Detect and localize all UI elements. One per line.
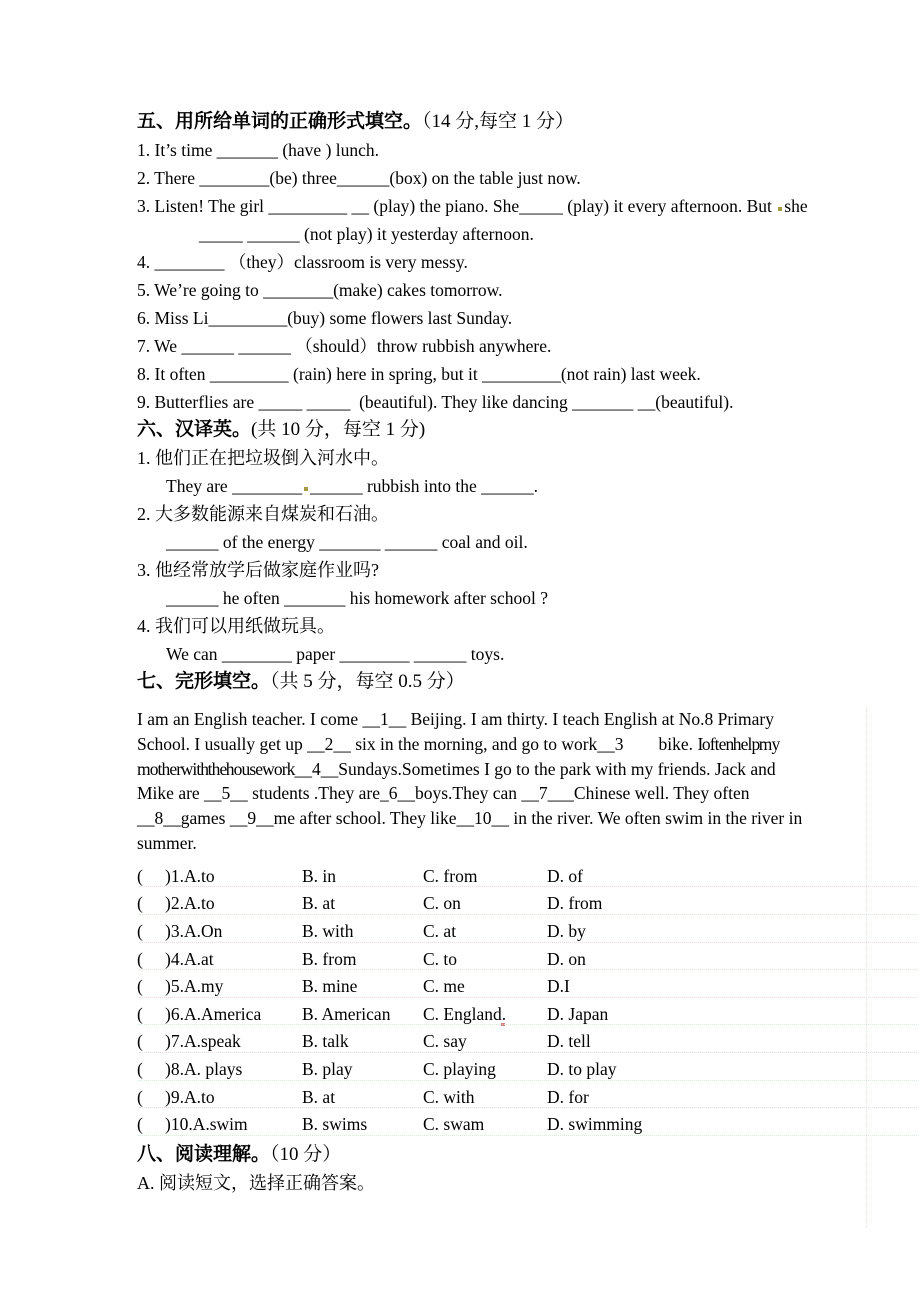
worksheet-page — [137, 108, 869, 1197]
section-7-title: 七、完形填空。 — [137, 671, 271, 692]
translation-chinese-line: 2. 大多数能源来自煤炭和石油。 — [137, 504, 389, 524]
option-row — [137, 918, 869, 946]
cloze-passage-line — [137, 806, 869, 831]
translation-chinese-line: 1. 他们正在把垃圾倒入河水中。 — [137, 448, 389, 468]
fill-blank-question-line — [137, 388, 869, 416]
fill-blank-question-line — [137, 276, 869, 304]
fill-blank-question-line — [137, 192, 869, 220]
option-d: D. of — [547, 865, 583, 886]
answer-paren: ( — [137, 948, 143, 969]
cloze-passage-line — [137, 732, 869, 757]
option-c: C. at — [423, 920, 457, 941]
stray-mark-dot — [304, 487, 308, 491]
translation-english-line — [137, 472, 869, 500]
text-segment: 5. We’re going to ________(make) cakes tomorrow. — [137, 280, 503, 300]
text-segment: I am an English teacher. I come __1__ Beijing. I am thirty. I teach English at No.8 Primary — [137, 709, 774, 729]
cloze-passage-line — [137, 707, 869, 732]
section-5-heading — [137, 108, 869, 136]
section-6-heading — [137, 416, 869, 444]
answer-paren: ( — [137, 920, 143, 941]
cloze-passage-line — [137, 831, 869, 856]
text-segment: 4. ________ （they）classroom is very messy. — [137, 252, 468, 272]
answer-paren: ( — [137, 1086, 143, 1107]
option-a: )3.A.On — [165, 920, 223, 941]
text-segment: _____ ______ (not play) it yesterday afternoon. — [199, 224, 534, 244]
section-8-title: 八、阅读理解。 — [137, 1143, 271, 1165]
text-segment: 3. Listen! The girl _________ __ (play) the piano. She_____ (play) it every afternoon. But — [137, 196, 777, 216]
option-d: D. to play — [547, 1058, 617, 1079]
option-a: )1.A.to — [165, 865, 215, 886]
text-segment: __4__Sundays.Sometimes I go to the park with my friends. Jack and — [294, 758, 776, 779]
section-7-heading — [137, 668, 869, 696]
option-b: B. in — [302, 865, 337, 886]
text-segment: 9. Butterflies are _____ _____ (beautiful). They like dancing _______ __(beautiful). — [137, 392, 734, 412]
text-segment: 8. It often _________ (rain) here in spring, but it _________(not rain) last week. — [137, 364, 701, 384]
option-b: B. American — [302, 1003, 391, 1024]
fill-blank-question-line — [137, 304, 869, 332]
option-a: )5.A.my — [165, 976, 224, 997]
text-segment: 2. There ________(be) three______(box) on the table just now. — [137, 168, 581, 188]
text-segment: 6. Miss Li_________(buy) some flowers last Sunday. — [137, 308, 513, 328]
option-row — [137, 1001, 869, 1029]
text-segment: __8__games __9__me after school. They like__10__ in the river. We often swim in the river in — [137, 808, 803, 829]
spellcheck-mark-dot — [501, 1023, 505, 1026]
section-5-score-note: （14 分,每空 1 分） — [422, 111, 575, 132]
section-7-score-note: （共 5 分，每空 0.5 分） — [270, 671, 465, 692]
option-a: )6.A.America — [165, 1003, 262, 1024]
text-segment: summer. — [137, 832, 197, 853]
fill-blank-question-line — [137, 332, 869, 360]
translation-chinese-line: 4. 我们可以用纸做玩具。 — [137, 616, 335, 636]
option-a: )9.A.to — [165, 1086, 215, 1107]
option-a: )8.A. plays — [165, 1058, 243, 1079]
answer-paren: ( — [137, 1031, 143, 1052]
answer-paren: ( — [137, 976, 143, 997]
text-segment: School. I usually get up __2__ six in the morning, and go to work__3 bike. — [137, 733, 698, 754]
text-segment: 1. It’s time _______ (have ) lunch. — [137, 140, 380, 160]
text-segment: ______ rubbish into the ______. — [310, 476, 539, 496]
fill-blank-question-line — [137, 220, 869, 248]
answer-paren: ( — [137, 1058, 143, 1079]
text-segment: mother with the housework — [137, 758, 295, 779]
option-a: )7.A.speak — [165, 1031, 241, 1052]
option-a: )2.A.to — [165, 893, 215, 914]
option-d: D. by — [547, 920, 586, 941]
option-c: C. say — [423, 1031, 467, 1052]
text-segment: Mike are __5__ students .They are_6__boys.They can __7___Chinese well. They often — [137, 783, 750, 804]
section-8-heading — [137, 1141, 869, 1169]
answer-paren: ( — [137, 865, 143, 886]
option-b: B. play — [302, 1058, 353, 1079]
option-c: C. from — [423, 865, 478, 886]
option-b: B. mine — [302, 976, 358, 997]
fill-blank-question-line — [137, 248, 869, 276]
option-c: C. to — [423, 948, 458, 969]
section-6-translation-items — [137, 444, 869, 668]
text-segment: 7. We ______ ______ （should）throw rubbish anywhere. — [137, 336, 552, 356]
translation-english-line — [137, 584, 869, 612]
option-c: C. playing — [423, 1058, 496, 1079]
cloze-passage-line — [137, 781, 869, 806]
option-b: B. swims — [302, 1114, 368, 1135]
cloze-passage — [137, 707, 869, 856]
table-grid-artifact-line — [866, 708, 867, 1228]
translation-english-line — [137, 528, 869, 556]
option-row — [137, 1056, 869, 1084]
option-row — [137, 863, 869, 891]
option-b: B. from — [302, 948, 357, 969]
stray-mark-dot — [778, 207, 782, 211]
option-d: D. from — [547, 893, 603, 914]
section-6-title: 六、汉译英。 — [137, 419, 252, 440]
section-5-title: 五、用所给单词的正确形式填空。 — [137, 111, 423, 132]
option-row — [137, 1028, 869, 1056]
cloze-option-rows — [137, 863, 869, 1139]
option-d: D. swimming — [547, 1114, 643, 1135]
option-a: )4.A.at — [165, 948, 214, 969]
option-b: B. talk — [302, 1031, 349, 1052]
answer-paren: ( — [137, 1114, 143, 1135]
fill-blank-question-line — [137, 136, 869, 164]
cloze-passage-line — [137, 757, 869, 782]
option-c: C. with — [423, 1086, 475, 1107]
option-row — [137, 890, 869, 918]
option-d: D. for — [547, 1086, 589, 1107]
fill-blank-question-line — [137, 360, 869, 388]
translation-english-line — [137, 640, 869, 668]
section-6-score-note: (共 10 分，每空 1 分) — [251, 419, 426, 440]
text-segment: I often help my — [697, 733, 780, 754]
translation-chinese-line: 3. 他经常放学后做家庭作业吗? — [137, 560, 379, 580]
section-8-subheading: A. 阅读短文，选择正确答案。 — [137, 1172, 375, 1193]
text-segment: ______ he often _______ his homework after school ? — [166, 588, 549, 608]
option-d: D. on — [547, 948, 586, 969]
text-segment: We can ________ paper ________ ______ toys. — [166, 644, 505, 664]
option-row — [137, 1084, 869, 1112]
text-segment: she — [784, 196, 808, 216]
option-b: B. at — [302, 893, 336, 914]
section-8-score-note: （10 分） — [270, 1143, 342, 1165]
option-row — [137, 946, 869, 974]
fill-blank-question-line — [137, 164, 869, 192]
option-c: C. me — [423, 976, 465, 997]
answer-paren: ( — [137, 1003, 143, 1024]
option-d: D.I — [547, 976, 570, 997]
text-segment: They are ________ — [166, 476, 303, 496]
section-5-questions — [137, 136, 869, 416]
option-c: C. swam — [423, 1114, 485, 1135]
option-d: D. tell — [547, 1031, 591, 1052]
option-c: C. on — [423, 893, 461, 914]
option-c: C. England. — [423, 1001, 506, 1029]
option-b: B. at — [302, 1086, 336, 1107]
option-a: )10.A.swim — [165, 1114, 248, 1135]
text-segment: ______ of the energy _______ ______ coal and oil. — [166, 532, 528, 552]
option-row — [137, 973, 869, 1001]
option-row — [137, 1111, 869, 1139]
answer-paren: ( — [137, 893, 143, 914]
option-d: D. Japan — [547, 1003, 609, 1024]
option-b: B. with — [302, 920, 354, 941]
